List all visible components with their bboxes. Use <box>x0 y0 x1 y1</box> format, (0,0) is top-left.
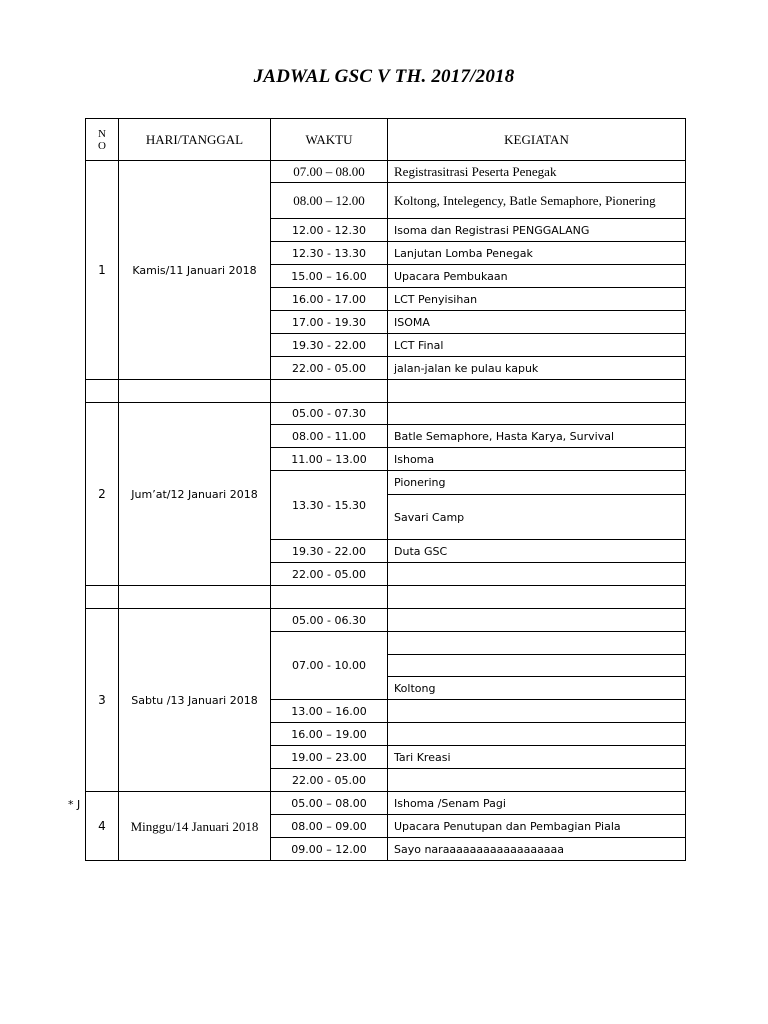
day-number: 3 <box>86 609 119 792</box>
time-cell: 05.00 - 07.30 <box>271 403 388 425</box>
activity-cell: Savari Camp <box>388 495 686 540</box>
activity-cell <box>388 655 686 677</box>
time-cell: 08.00 – 12.00 <box>271 183 388 219</box>
spacer-row <box>86 380 686 403</box>
table-row <box>86 792 686 815</box>
table-row <box>86 609 686 632</box>
time-cell: 22.00 - 05.00 <box>271 357 388 380</box>
activity-cell: LCT Final <box>388 334 686 357</box>
table-row <box>86 161 686 183</box>
header-no-line1: N <box>98 127 106 140</box>
activity-cell: Registrasitrasi Peserta Penegak <box>388 161 686 183</box>
day-number: 4 <box>86 792 119 861</box>
header-day: HARI/TANGGAL <box>119 119 271 161</box>
activity-cell: Sayo naraaaaaaaaaaaaaaaaaa <box>388 838 686 861</box>
time-cell: 07.00 - 10.00 <box>271 632 388 700</box>
schedule-table <box>85 118 686 861</box>
time-cell: 22.00 - 05.00 <box>271 563 388 586</box>
time-cell: 19.30 - 22.00 <box>271 540 388 563</box>
header-no-line2: O <box>98 139 106 152</box>
time-cell: 15.00 – 16.00 <box>271 265 388 288</box>
day-date: Sabtu /13 Januari 2018 <box>119 609 271 792</box>
day-date: Minggu/14 Januari 2018 <box>119 792 271 861</box>
day-date: Jum’at/12 Januari 2018 <box>119 403 271 586</box>
time-cell: 16.00 - 17.00 <box>271 288 388 311</box>
header-activity: KEGIATAN <box>388 119 686 161</box>
activity-cell: Tari Kreasi <box>388 746 686 769</box>
activity-cell: Isoma dan Registrasi PENGGALANG <box>388 219 686 242</box>
time-cell: 22.00 - 05.00 <box>271 769 388 792</box>
time-cell: 08.00 - 11.00 <box>271 425 388 448</box>
activity-cell: jalan-jalan ke pulau kapuk <box>388 357 686 380</box>
header-time: WAKTU <box>271 119 388 161</box>
activity-cell: Ishoma <box>388 448 686 471</box>
day-number: 1 <box>86 161 119 380</box>
activity-cell: Koltong, Intelegency, Batle Semaphore, Pionering <box>388 183 686 219</box>
activity-cell <box>388 632 686 655</box>
activity-cell: ISOMA <box>388 311 686 334</box>
activity-cell: Upacara Pembukaan <box>388 265 686 288</box>
activity-cell: LCT Penyisihan <box>388 288 686 311</box>
time-cell: 11.00 – 13.00 <box>271 448 388 471</box>
time-cell: 05.00 – 08.00 <box>271 792 388 815</box>
activity-cell <box>388 723 686 746</box>
activity-cell: Duta GSC <box>388 540 686 563</box>
time-cell: 05.00 - 06.30 <box>271 609 388 632</box>
time-cell: 13.00 – 16.00 <box>271 700 388 723</box>
time-cell: 19.30 - 22.00 <box>271 334 388 357</box>
day-date: Kamis/11 Januari 2018 <box>119 161 271 380</box>
table-header-row <box>86 119 686 161</box>
activity-cell: Batle Semaphore, Hasta Karya, Survival <box>388 425 686 448</box>
table-row <box>86 403 686 425</box>
activity-cell <box>388 700 686 723</box>
activity-cell <box>388 563 686 586</box>
activity-cell <box>388 609 686 632</box>
time-cell: 07.00 – 08.00 <box>271 161 388 183</box>
spacer-row <box>86 586 686 609</box>
time-cell: 19.00 – 23.00 <box>271 746 388 769</box>
activity-cell: Koltong <box>388 677 686 700</box>
header-no <box>86 119 119 161</box>
time-cell: 12.00 - 12.30 <box>271 219 388 242</box>
footnote: * J <box>68 798 81 811</box>
activity-cell: Lanjutan Lomba Penegak <box>388 242 686 265</box>
time-cell: 12.30 - 13.30 <box>271 242 388 265</box>
activity-cell: Pionering <box>388 471 686 495</box>
activity-cell: Upacara Penutupan dan Pembagian Piala <box>388 815 686 838</box>
activity-cell <box>388 769 686 792</box>
day-number: 2 <box>86 403 119 586</box>
time-cell: 13.30 - 15.30 <box>271 471 388 540</box>
time-cell: 08.00 – 09.00 <box>271 815 388 838</box>
time-cell: 17.00 - 19.30 <box>271 311 388 334</box>
activity-cell: Ishoma /Senam Pagi <box>388 792 686 815</box>
time-cell: 16.00 – 19.00 <box>271 723 388 746</box>
activity-cell <box>388 403 686 425</box>
time-cell: 09.00 – 12.00 <box>271 838 388 861</box>
page-title: JADWAL GSC V TH. 2017/2018 <box>253 66 515 87</box>
